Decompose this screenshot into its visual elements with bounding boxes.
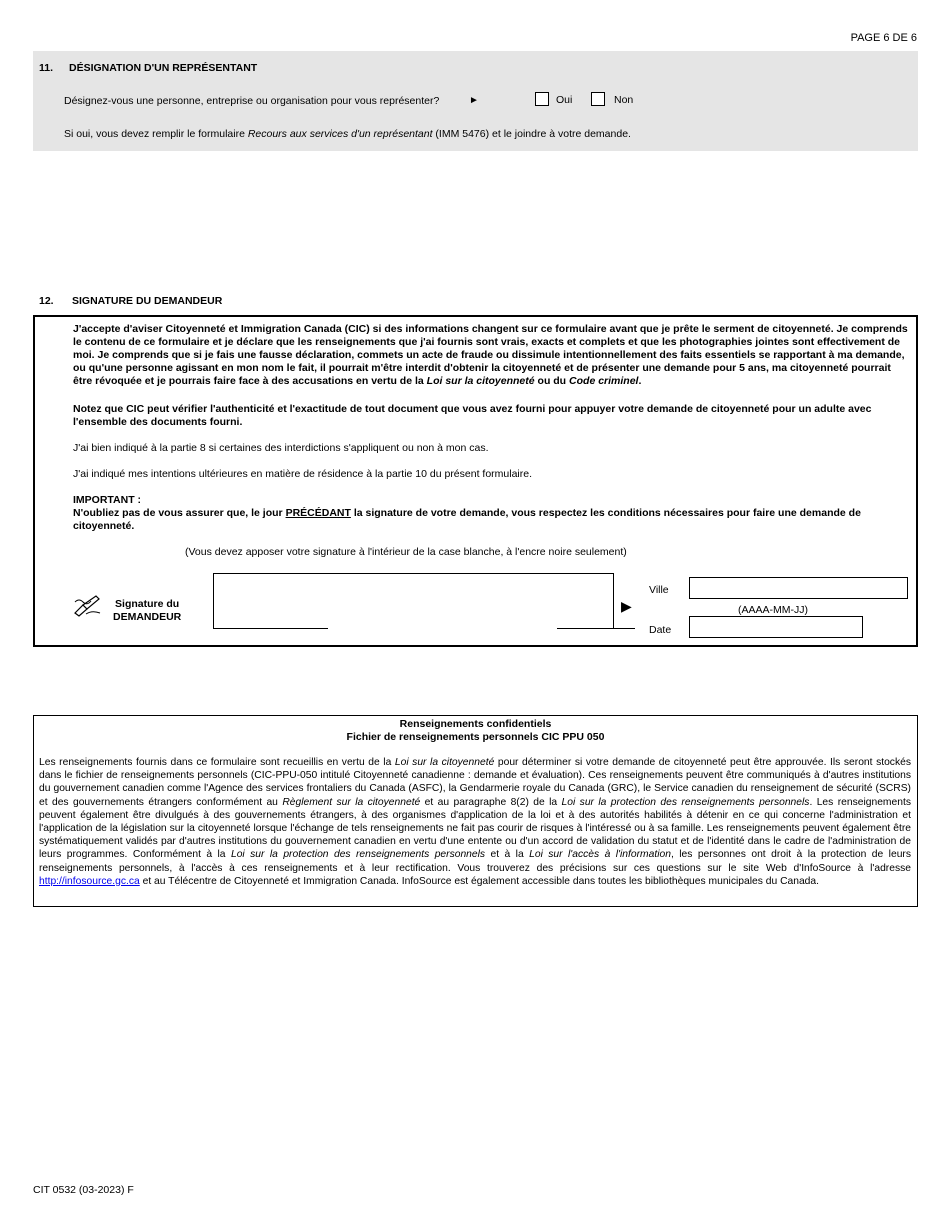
signature-bottom-line-right	[557, 628, 635, 629]
date-format: (AAAA-MM-JJ)	[738, 604, 808, 616]
oui-label: Oui	[556, 94, 573, 106]
section-11-number: 11.	[39, 62, 54, 74]
city-input[interactable]	[689, 577, 908, 599]
important-label: IMPORTANT :	[73, 494, 142, 506]
section-12-signature	[33, 315, 918, 647]
signature-instruction: (Vous devez apposer votre signature à l'intérieur de la case blanche, à l'encre noire seulement)	[185, 546, 627, 558]
section-11-representative	[33, 51, 918, 151]
oui-checkbox[interactable]	[535, 92, 549, 106]
date-input[interactable]	[689, 616, 863, 638]
confidentiality-title: Renseignements confidentiels	[399, 718, 552, 730]
non-checkbox[interactable]	[591, 92, 605, 106]
section-12-number: 12.	[39, 295, 54, 307]
verification-paragraph: Notez que CIC peut vérifier l'authenticité et l'exactitude de tout document que vous avez fourni pour appuyer votre demande de citoyenneté pour un adulte avec l'ensemble des documents fourni.	[73, 403, 872, 428]
confidentiality-notice	[33, 715, 918, 907]
residence-paragraph: J'ai indiqué mes intentions ultérieures en matière de résidence à la partie 10 du présent formulaire.	[73, 468, 533, 480]
date-label: Date	[649, 624, 672, 636]
section-11-heading: DÉSIGNATION D'UN REPRÉSENTANT	[69, 62, 258, 74]
confidentiality-subtitle: Fichier de renseignements personnels CIC PPU 050	[346, 731, 605, 743]
signature-label: Signature du DEMANDEUR	[113, 598, 182, 623]
declaration-paragraph: J'accepte d'aviser Citoyenneté et Immigration Canada (CIC) si des informations changent sur ce formulaire avant que je prête le serment de citoyenneté. Je comprends le contenu de ce formulaire et je déclare que les renseignements que j'ai fournis sont vrais, exacts et complets et que les photographies jointes sont effectivement de moi. Je comprends que si je fais une fausse déclaration, commets un acte de fraude ou dissimule intentionnellement des faits essentiels se rapportant à ma demande, ou qu'une personne agissant en mon nom le fait, il pourrait m'être interdit d'obtenir la citoyenneté et de présenter une demande pour 5 ans, ma citoyenneté pourrait être révoquée et je pourrais faire face à des accusations en vertu de la Loi sur la citoyenneté ou du Code criminel.	[73, 323, 908, 387]
confidentiality-header	[34, 718, 917, 744]
arrow-icon: ►	[469, 95, 479, 106]
section-12-title	[39, 295, 222, 307]
form-code: CIT 0532 (03-2023) F	[33, 1184, 134, 1196]
representative-form-name: Recours aux services d'un représentant	[247, 128, 433, 140]
confidentiality-text: Les renseignements fournis dans ce formulaire sont recueillis en vertu de la Loi sur la citoyenneté pour déterminer si votre demande de citoyenneté peut être approuvée. Ils seront stockés dans le fichier de renseignements personnels (CIC-PPU-050 intitulé Citoyenneté canadienne : demande et évaluation). Ces renseignements peuvent être communiqués à d'autres institutions du gouvernement canadien comme l'Agence des services frontaliers du Canada (ASFC), la Gendarmerie royale du Canada (GRC), le Service canadien du renseignement de sécurité (SCRS) et des gouvernements étrangers conformément au Règlement sur la citoyenneté et au paragraphe 8(2) de la Loi sur la protection des renseignements personnels. Les renseignements peuvent également être divulgués à des gouvernements étrangers, à des organismes d'application de la loi et à des autorités habilités à détenir en ce qui concerne l'administration et l'application de la législation sur la citoyenneté lorsque l'échange de tels renseignements ne fait pas courir de risques à l'intéressé ou à sa famille. Les renseignements peuvent également être systématiquement validés par d'autres institutions du gouvernement canadien en vertu d'une entente ou d'un accord de validation du statut et de l'identité dans le cadre de l'administration de leurs programmes. Conformément à la Loi sur la protection des renseignements personnels et à la Loi sur l'accès à l'information, les personnes ont droit à la protection de leurs renseignements personnels, à l'accès à ces renseignements et à leur rectification. Vous trouverez des précisions sur ces questions sur le site Web d'InfoSource à l'adresse http://infosource.gc.ca et au Télécentre de Citoyenneté et Immigration Canada. InfoSource est également accessible dans toutes les bibliothèques municipales du Canada.	[39, 757, 911, 887]
pen-signature-icon	[72, 593, 102, 617]
prohibitions-paragraph: J'ai bien indiqué à la partie 8 si certaines des interdictions s'appliquent ou non à mon cas.	[73, 442, 489, 454]
section-11-title	[39, 62, 257, 74]
signature-box[interactable]	[213, 573, 614, 628]
representative-question: Désignez-vous une personne, entreprise ou organisation pour vous représenter?	[64, 95, 440, 107]
non-label: Non	[614, 94, 634, 106]
infosource-link[interactable]: http://infosource.gc.ca	[39, 875, 140, 887]
city-label: Ville	[649, 584, 669, 596]
important-paragraph: N'oubliez pas de vous assurer que, le jour PRÉCÉDANT la signature de votre demande, vous respectez les conditions nécessaires pour faire une demande de citoyenneté.	[73, 507, 861, 532]
page-number: PAGE 6 DE 6	[850, 32, 917, 44]
representative-note: Si oui, vous devez remplir le formulaire Recours aux services d'un représentant (IMM 5476) et le joindre à votre demande.	[64, 128, 631, 140]
signature-bottom-line-left	[213, 628, 328, 629]
signature-arrow-icon: ▶	[621, 598, 632, 614]
section-12-heading: SIGNATURE DU DEMANDEUR	[72, 295, 223, 307]
